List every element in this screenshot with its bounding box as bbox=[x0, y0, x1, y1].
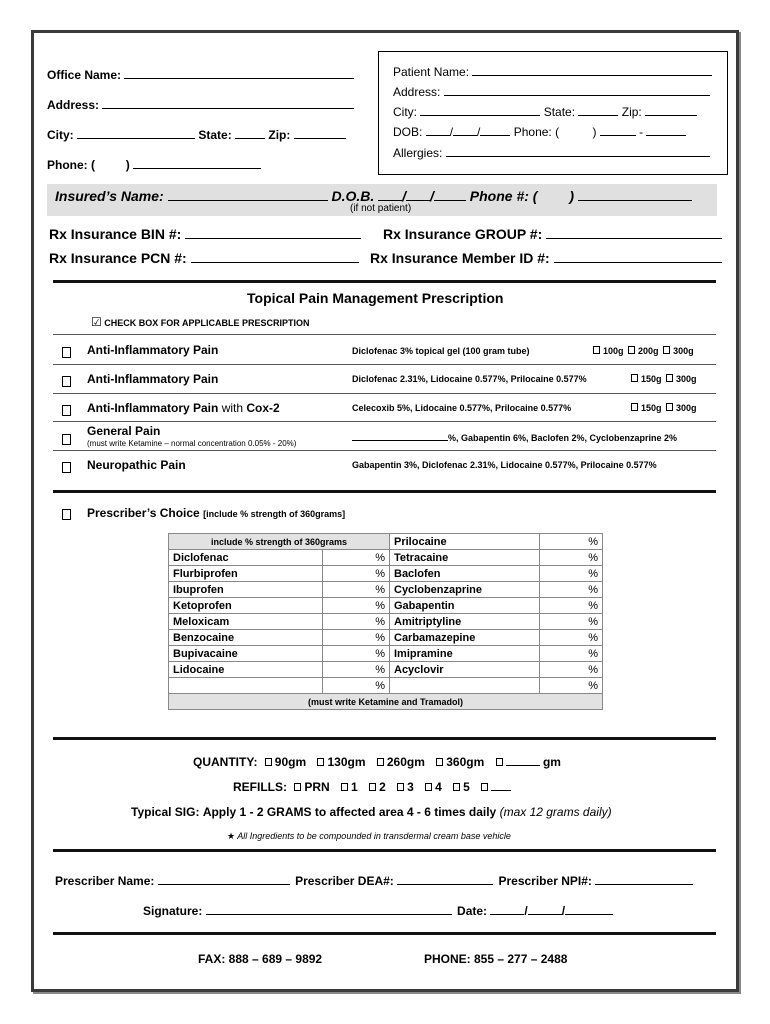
patient-city-field[interactable] bbox=[420, 104, 540, 116]
office-address-field[interactable] bbox=[102, 97, 354, 109]
sig-note: ★ All Ingredients to be compounded in transdermal cream base vehicle bbox=[227, 831, 511, 841]
signature-row: Signature: Date: / / bbox=[143, 903, 613, 918]
ingredient: Tetracaine bbox=[390, 550, 540, 566]
ingredient: Ibuprofen bbox=[169, 582, 323, 598]
office-address-row: Address: bbox=[47, 97, 354, 112]
rx-row-1-checkbox[interactable] bbox=[62, 347, 71, 358]
choice-checkbox[interactable] bbox=[62, 509, 71, 520]
ingredient: Bupivacaine bbox=[169, 646, 323, 662]
percent-field[interactable]: % bbox=[323, 678, 390, 694]
ingredient: Benzocaine bbox=[169, 630, 323, 646]
refill-checkbox[interactable] bbox=[369, 783, 376, 791]
prescriber-row: Prescriber Name: Prescriber DEA#: Prescriber NPI#: bbox=[55, 873, 693, 888]
ingredient-blank[interactable] bbox=[390, 678, 540, 694]
star-icon: ★ bbox=[227, 831, 236, 841]
choice-row bbox=[62, 506, 71, 524]
quantity-row: QUANTITY: 90gm 130gm 260gm 360gm gm bbox=[193, 755, 561, 769]
insurance-bin-row: Rx Insurance BIN #: bbox=[49, 225, 361, 242]
percent-field[interactable]: % bbox=[540, 678, 603, 694]
patient-dob-row: DOB: / / Phone: ( ) - bbox=[393, 124, 686, 139]
percent-field[interactable]: % bbox=[323, 550, 390, 566]
rx-row-2-checkbox[interactable] bbox=[62, 376, 71, 387]
patient-phone-line-field[interactable] bbox=[646, 124, 686, 136]
ingredient: Acyclovir bbox=[390, 662, 540, 678]
patient-zip-field[interactable] bbox=[645, 104, 697, 116]
patient-dob-year-field[interactable] bbox=[480, 124, 510, 136]
office-name-row: Office Name: bbox=[47, 67, 354, 82]
divider bbox=[53, 849, 716, 852]
ingredient: Cyclobenzaprine bbox=[390, 582, 540, 598]
rx-row-4-formula: %, Gabapentin 6%, Baclofen 2%, Cyclobenzaprine 2% bbox=[352, 431, 677, 443]
ingredient: Carbamazepine bbox=[390, 630, 540, 646]
refill-checkbox[interactable] bbox=[341, 783, 348, 791]
rx-row-1-sizes: 100g 200g 300g bbox=[593, 346, 694, 356]
rx-row-5 bbox=[62, 459, 71, 477]
ingredient: Prilocaine bbox=[390, 534, 540, 550]
patient-name-row: Patient Name: bbox=[393, 64, 712, 79]
rx-row-5-name: Neuropathic Pain bbox=[87, 458, 186, 472]
date-year-field[interactable] bbox=[565, 903, 613, 915]
rx-row-2-sizes: 150g 300g bbox=[631, 374, 697, 384]
patient-address-row: Address: bbox=[393, 84, 710, 99]
percent-field[interactable]: % bbox=[540, 566, 603, 582]
patient-allergies-field[interactable] bbox=[446, 145, 710, 157]
rx-row-4-subtext: (must write Ketamine – normal concentration 0.05% - 20%) bbox=[87, 439, 297, 448]
insured-dob-day-field[interactable] bbox=[406, 187, 430, 201]
refill-custom-field[interactable] bbox=[491, 779, 511, 791]
divider bbox=[53, 334, 716, 335]
insurance-pcn-row: Rx Insurance PCN #: bbox=[49, 249, 359, 266]
office-zip-field[interactable] bbox=[294, 127, 346, 139]
divider bbox=[53, 421, 716, 422]
percent-field[interactable]: % bbox=[540, 534, 603, 550]
rx-row-3-name: Anti-Inflammatory Pain with Cox-2 bbox=[87, 401, 280, 415]
rx-row-1-size-checkbox[interactable] bbox=[628, 346, 635, 354]
patient-dob-day-field[interactable] bbox=[453, 124, 477, 136]
percent-field[interactable]: % bbox=[323, 598, 390, 614]
rx-row-2-name: Anti-Inflammatory Pain bbox=[87, 372, 219, 386]
rx-row-5-formula: Gabapentin 3%, Diclofenac 2.31%, Lidocaine 0.577%, Prilocaine 0.577% bbox=[352, 460, 657, 470]
ingredient: Lidocaine bbox=[169, 662, 323, 678]
quantity-checkbox[interactable] bbox=[377, 758, 384, 766]
percent-field[interactable]: % bbox=[540, 598, 603, 614]
quantity-custom-field[interactable] bbox=[506, 754, 540, 766]
rx-title: Topical Pain Management Prescription bbox=[247, 290, 504, 306]
quantity-checkbox[interactable] bbox=[265, 758, 272, 766]
insurance-group-field[interactable] bbox=[546, 225, 722, 239]
patient-address-field[interactable] bbox=[444, 84, 710, 96]
prescriber-name-field[interactable] bbox=[158, 873, 290, 885]
percent-field[interactable]: % bbox=[540, 662, 603, 678]
divider bbox=[53, 490, 716, 493]
office-name-field[interactable] bbox=[124, 67, 354, 79]
patient-dob-month-field[interactable] bbox=[426, 124, 450, 136]
ingredient: Gabapentin bbox=[390, 598, 540, 614]
refill-checkbox[interactable] bbox=[397, 783, 404, 791]
ingredient: Meloxicam bbox=[169, 614, 323, 630]
insured-name-field[interactable] bbox=[168, 187, 328, 201]
insured-phone-field[interactable] bbox=[578, 187, 692, 201]
rx-row-1-size-checkbox[interactable] bbox=[663, 346, 670, 354]
percent-field[interactable]: % bbox=[540, 582, 603, 598]
date-month-field[interactable] bbox=[490, 903, 524, 915]
rx-row-1-name: Anti-Inflammatory Pain bbox=[87, 343, 219, 357]
divider bbox=[53, 450, 716, 451]
date-day-field[interactable] bbox=[528, 903, 562, 915]
rx-row-2-formula: Diclofenac 2.31%, Lidocaine 0.577%, Prilocaine 0.577% bbox=[352, 374, 587, 384]
rx-row-2-size-checkbox[interactable] bbox=[666, 374, 673, 382]
patient-phone-prefix-field[interactable] bbox=[600, 124, 636, 136]
choice-label: Prescriber’s Choice [include % strength of 360grams] bbox=[87, 506, 346, 520]
choice-table-header: include % strength of 360grams bbox=[169, 534, 390, 550]
rx-row-3-size-checkbox[interactable] bbox=[666, 403, 673, 411]
divider bbox=[53, 364, 716, 365]
patient-info-box bbox=[378, 51, 728, 175]
office-phone-field[interactable] bbox=[133, 157, 261, 169]
percent-field[interactable]: % bbox=[540, 646, 603, 662]
percent-field[interactable]: % bbox=[323, 614, 390, 630]
rx-row-4 bbox=[62, 431, 71, 449]
insurance-pcn-field[interactable] bbox=[191, 249, 359, 263]
insured-row: Insured’s Name: D.O.B. / / Phone #: ( ) bbox=[55, 187, 692, 204]
checked-box-icon: ☑ bbox=[91, 315, 102, 329]
rx-row-1-size-checkbox[interactable] bbox=[593, 346, 600, 354]
prescriber-dea-field[interactable] bbox=[397, 873, 493, 885]
rx-row-3-formula: Celecoxib 5%, Lidocaine 0.577%, Prilocaine 0.577% bbox=[352, 403, 572, 413]
choice-table-footer: (must write Ketamine and Tramadol) bbox=[169, 694, 603, 710]
percent-field[interactable]: % bbox=[540, 550, 603, 566]
rx-row-4-name: General Pain bbox=[87, 424, 161, 438]
percent-field[interactable]: % bbox=[540, 614, 603, 630]
divider bbox=[53, 737, 716, 740]
ingredient: Ketoprofen bbox=[169, 598, 323, 614]
rx-row-1-formula: Diclofenac 3% topical gel (100 gram tube) bbox=[352, 346, 530, 356]
office-city-field[interactable] bbox=[77, 127, 195, 139]
office-state-field[interactable] bbox=[235, 127, 265, 139]
ingredient: Imipramine bbox=[390, 646, 540, 662]
refill-checkbox[interactable] bbox=[294, 783, 301, 791]
divider bbox=[53, 932, 716, 935]
ingredient-blank[interactable] bbox=[169, 678, 323, 694]
fax-number: FAX: 888 – 689 – 9892 bbox=[198, 952, 323, 966]
percent-field[interactable]: % bbox=[323, 662, 390, 678]
choice-table bbox=[168, 533, 603, 710]
insurance-group-row: Rx Insurance GROUP #: bbox=[383, 225, 722, 242]
ingredient: Diclofenac bbox=[169, 550, 323, 566]
insurance-bin-field[interactable] bbox=[185, 225, 361, 239]
phone-number: PHONE: 855 – 277 – 2488 bbox=[424, 952, 568, 966]
insurance-member-field[interactable] bbox=[554, 249, 722, 263]
rx-row-3-checkbox[interactable] bbox=[62, 405, 71, 416]
insured-dob-year-field[interactable] bbox=[434, 187, 466, 201]
insured-note: (if not patient) bbox=[350, 203, 412, 214]
ingredient: Flurbiprofen bbox=[169, 566, 323, 582]
quantity-checkbox[interactable] bbox=[436, 758, 443, 766]
insurance-member-row: Rx Insurance Member ID #: bbox=[370, 249, 722, 266]
patient-name-field[interactable] bbox=[472, 64, 712, 76]
rx-row-3-sizes: 150g 300g bbox=[631, 403, 697, 413]
rx-row-5-checkbox[interactable] bbox=[62, 462, 71, 473]
rx-row-2-size-checkbox[interactable] bbox=[631, 374, 638, 382]
ingredient: Amitriptyline bbox=[390, 614, 540, 630]
insured-dob-month-field[interactable] bbox=[378, 187, 402, 201]
rx-row-3 bbox=[62, 402, 71, 420]
ketamine-percent-field[interactable] bbox=[352, 431, 448, 441]
percent-field[interactable]: % bbox=[323, 582, 390, 598]
refill-checkbox[interactable] bbox=[481, 783, 488, 791]
sig-row: Typical SIG: Apply 1 - 2 GRAMS to affected area 4 - 6 times daily (max 12 grams daily) bbox=[131, 805, 612, 819]
patient-state-field[interactable] bbox=[578, 104, 618, 116]
quantity-checkbox[interactable] bbox=[317, 758, 324, 766]
signature-field[interactable] bbox=[206, 903, 452, 915]
rx-row-2 bbox=[62, 373, 71, 391]
divider bbox=[53, 280, 716, 283]
rx-row-1 bbox=[62, 344, 71, 362]
percent-field[interactable]: % bbox=[323, 646, 390, 662]
patient-allergies-row: Allergies: bbox=[393, 145, 710, 160]
office-phone-row: Phone: ( ) bbox=[47, 157, 261, 172]
rx-row-3-size-checkbox[interactable] bbox=[631, 403, 638, 411]
rx-row-4-checkbox[interactable] bbox=[62, 434, 71, 445]
refills-row: REFILLS: PRN 1 2 3 4 5 bbox=[233, 779, 511, 794]
percent-field[interactable]: % bbox=[323, 630, 390, 646]
prescriber-npi-field[interactable] bbox=[595, 873, 693, 885]
ingredient: Baclofen bbox=[390, 566, 540, 582]
refill-checkbox[interactable] bbox=[453, 783, 460, 791]
rx-instruction: ☑ CHECK BOX FOR APPLICABLE PRESCRIPTION bbox=[91, 315, 310, 329]
percent-field[interactable]: % bbox=[540, 630, 603, 646]
percent-field[interactable]: % bbox=[323, 566, 390, 582]
office-city-row: City: State: Zip: bbox=[47, 127, 346, 142]
patient-city-row: City: State: Zip: bbox=[393, 104, 697, 119]
quantity-checkbox[interactable] bbox=[496, 758, 503, 766]
refill-checkbox[interactable] bbox=[425, 783, 432, 791]
divider bbox=[53, 393, 716, 394]
